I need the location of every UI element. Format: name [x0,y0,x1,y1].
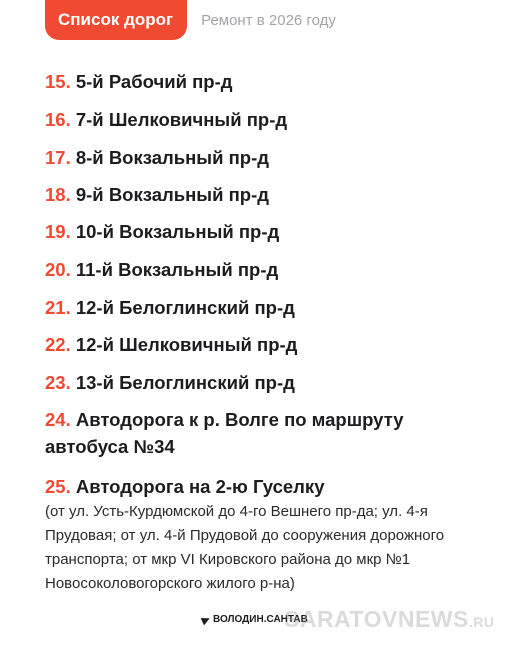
list-item [45,369,295,396]
route-note: (от ул. Усть-Курдюмской до 4-го Вешнего пр-да; ул. 4-я Прудовая; от ул. 4-й Прудовой до сооружения дорожного транспорта; от мкр VI Кировского района до мкр №1 Новосоколовогорского жилого р-на) [45,503,445,592]
list-item [45,256,278,283]
item-number: 15. [45,71,71,92]
item-name: 9-й Вокзальный пр-д [75,184,269,205]
item-number: 23. [45,372,71,393]
watermark-main: SARATOVNEWS [284,606,469,632]
item-name: 10-й Вокзальный пр-д [75,221,280,242]
item-number: 18. [45,184,71,205]
list-item [45,331,297,358]
item-name: 12-й Шелковичный пр-д [75,334,298,355]
header-subtitle: Ремонт в 2026 году [201,11,336,29]
list-item [45,473,324,500]
item-number: 25. [45,476,71,497]
item-number: 22. [45,334,71,355]
item-name: 8-й Вокзальный пр-д [75,147,269,168]
watermark-tld: .RU [468,614,495,630]
item-name: Автодорога к р. Волге по маршруту автобуса №34 [45,409,404,457]
footer [0,606,521,636]
item-name: 12-й Белоглинский пр-д [75,297,295,318]
list-item [45,406,465,460]
list-item [45,68,232,95]
item-name: 13-й Белоглинский пр-д [75,372,295,393]
item-number: 17. [45,147,71,168]
list-item [45,144,269,171]
item-name: Автодорога на 2-ю Гуселку [75,476,325,497]
watermark [284,606,494,633]
item-number: 20. [45,259,71,280]
item-number: 24. [45,409,71,430]
list-item [45,218,279,245]
item-number: 16. [45,109,71,130]
header [45,0,336,40]
list-item [45,106,287,133]
list-item [45,181,269,208]
credit-text: ВОЛОДИН.САНТАВ [213,614,308,625]
item-name: 5-й Рабочий пр-д [75,71,233,92]
telegram-icon [201,614,212,625]
item-number: 21. [45,297,71,318]
item-number: 19. [45,221,71,242]
header-badge: Список дорог [45,0,187,40]
list-item [45,294,295,321]
item-name: 7-й Шелковичный пр-д [75,109,288,130]
item-name: 11-й Вокзальный пр-д [75,259,279,280]
